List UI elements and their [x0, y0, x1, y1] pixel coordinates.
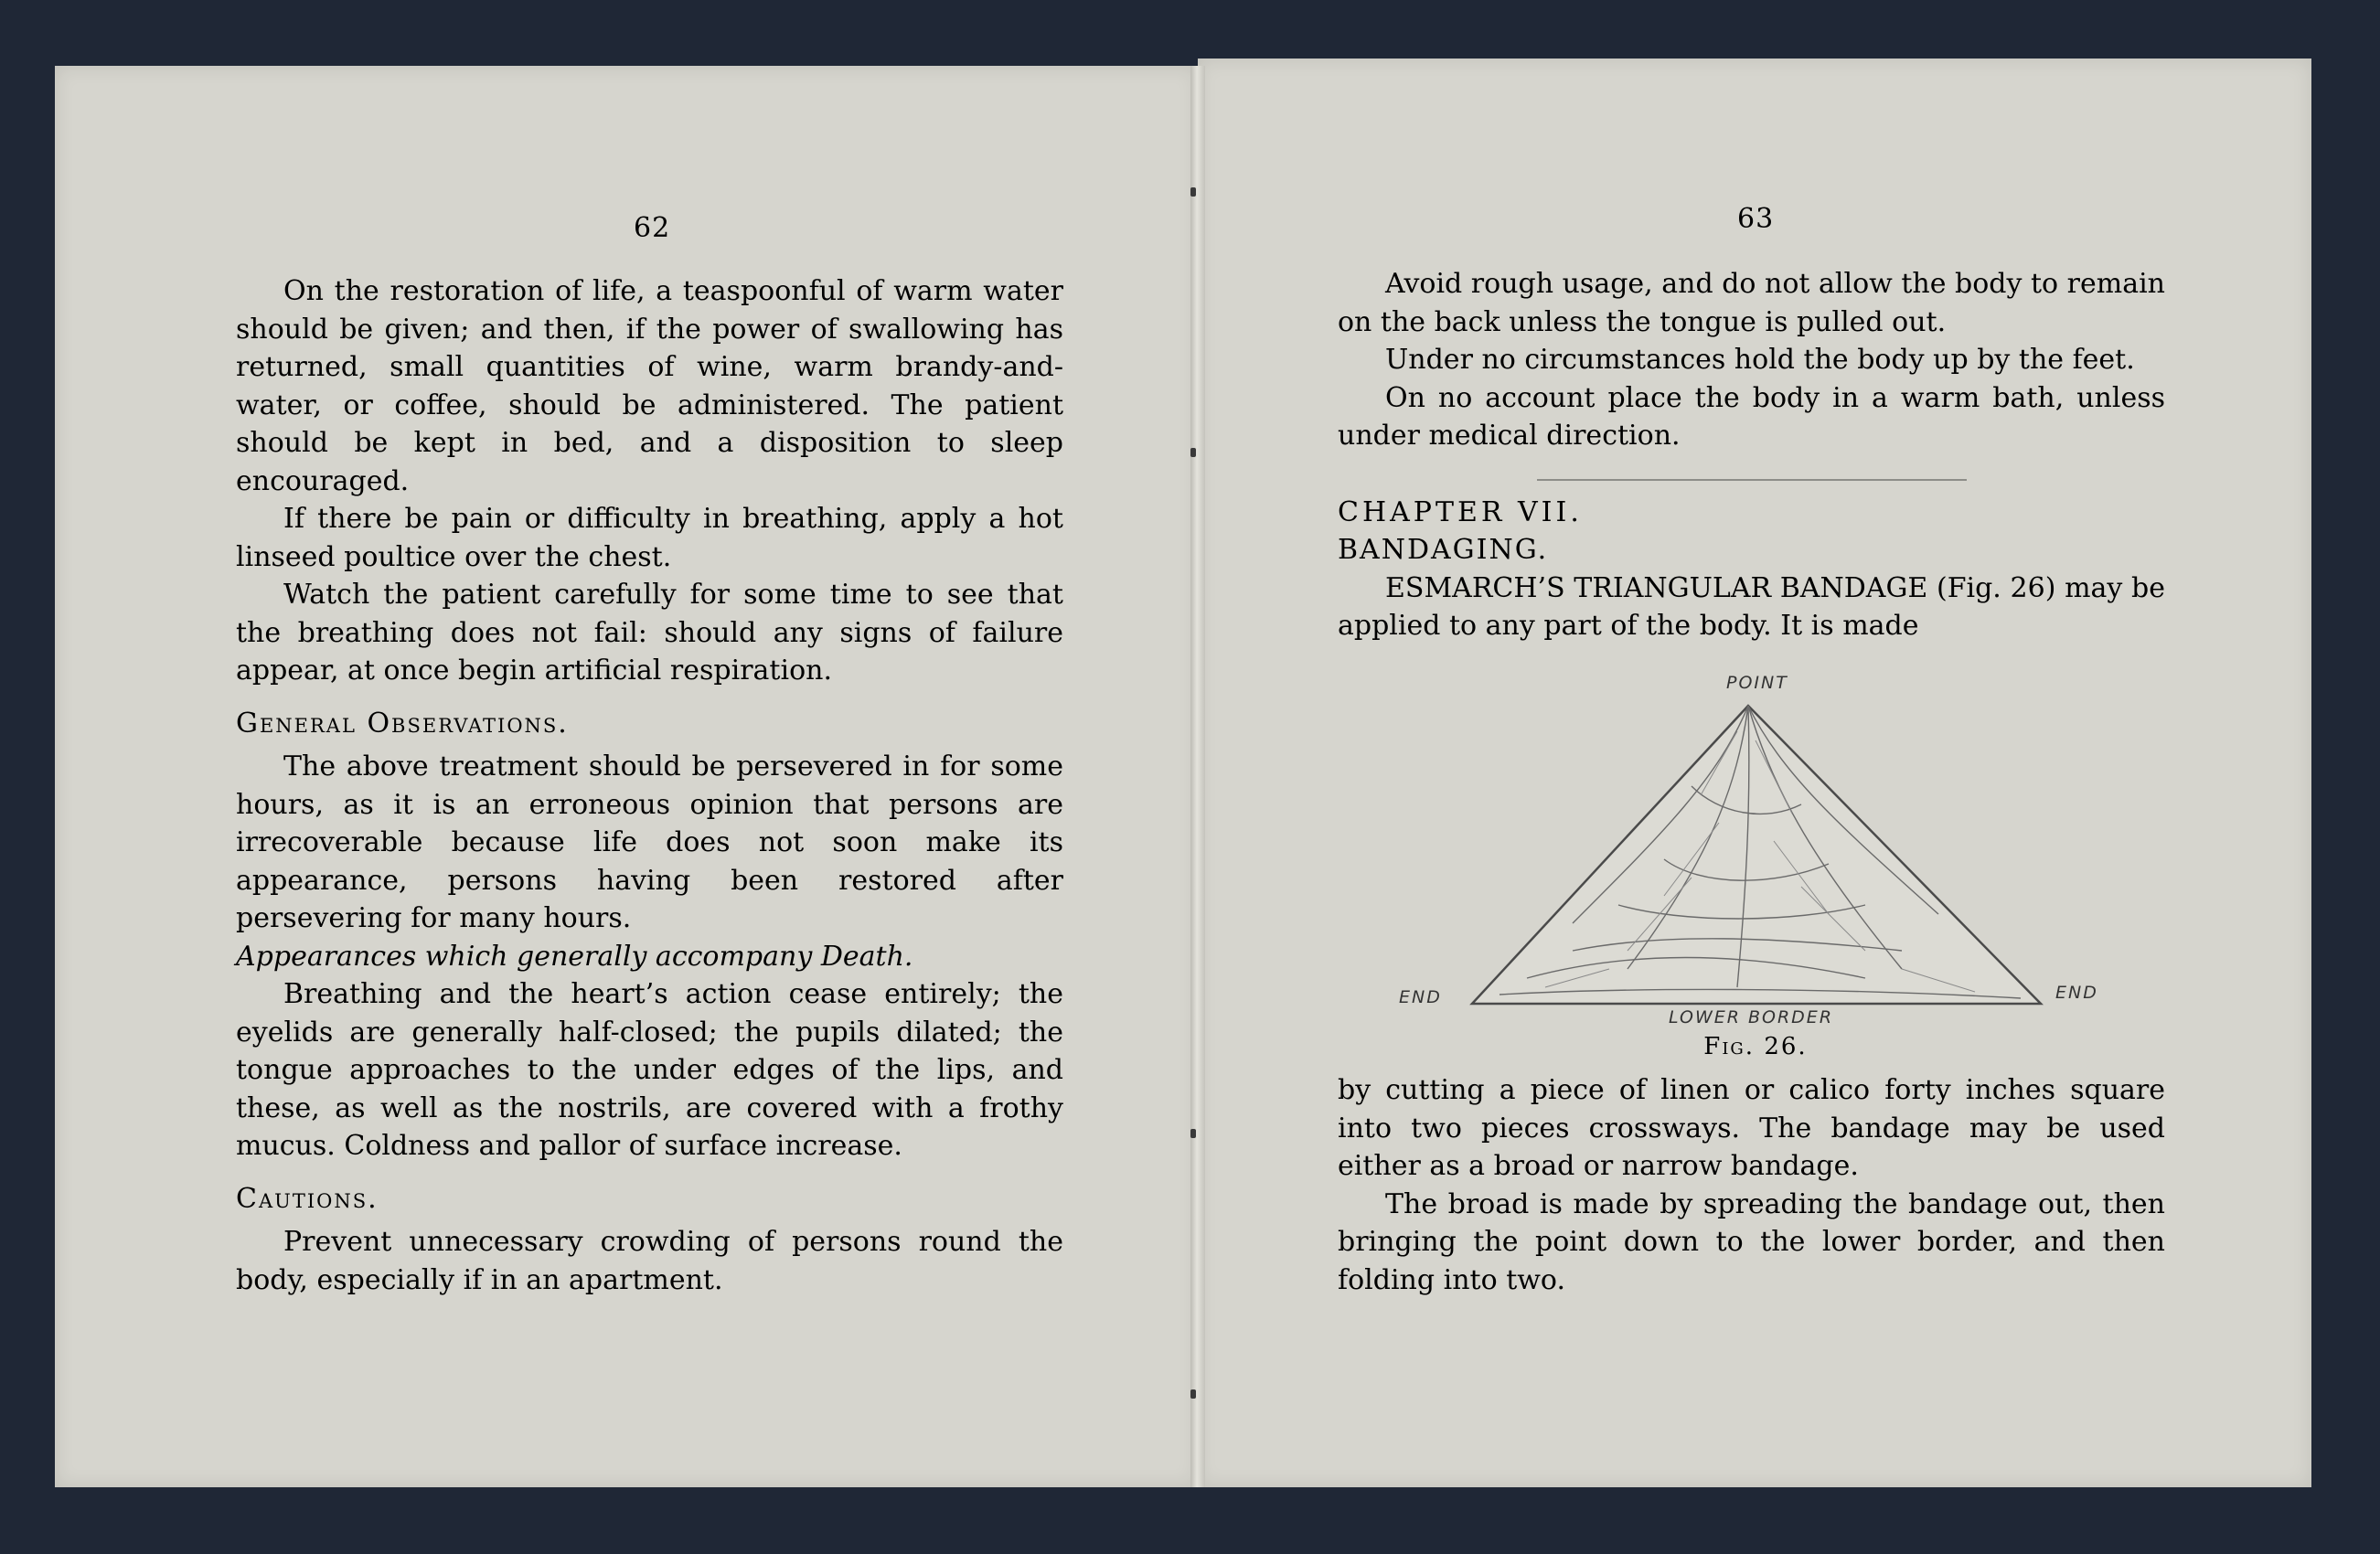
paragraph-cautions: Prevent unnecessary crowding of persons round the body, especially if in an apartment.	[236, 1226, 1063, 1296]
binding-stitch	[1190, 1129, 1196, 1138]
section-divider	[1537, 479, 1967, 481]
label-point: POINT	[1726, 673, 1788, 693]
paragraph-watch: Watch the patient carefully for some time to see that the breathing does not fail: should any signs of failure appear, at once begin artificial respiration.	[236, 579, 1063, 687]
paragraph-warm-bath: On no account place the body in a warm bath, unless under medical direction.	[1338, 381, 2165, 452]
paragraph-general-observations: The above treatment should be persevered in for some hours, as it is an erroneous opinion that persons are irrecoverable because life does not soon make its appearance, persons having been restored after persevering for many hours.	[236, 750, 1063, 934]
book-gutter	[1190, 66, 1205, 1487]
binding-stitch	[1190, 448, 1196, 457]
paragraph-esmarch: ESMARCH’S TRIANGULAR BANDAGE (Fig. 26) may be applied to any part of the body. It is made	[1338, 571, 2165, 642]
left-page-body	[236, 272, 1063, 1299]
chapter-subtitle: BANDAGING.	[1338, 534, 1549, 566]
paragraph-poultice: If there be pain or difficulty in breathing, apply a hot linseed poultice over the chest.	[236, 503, 1063, 573]
heading-general-observations: General Observations.	[236, 707, 569, 740]
chapter-title: CHAPTER VII.	[1338, 495, 1583, 528]
paragraph-restoration: On the restoration of life, a teaspoonful of warm water should be given; and then, if the power of swallowing has returned, small quantities of wine, warm brandy-and-water, or coffee, should be administered. The patient should be kept in bed, and a disposition to sleep encouraged.	[236, 275, 1063, 497]
binding-stitch	[1190, 187, 1196, 197]
paragraph-broad: The broad is made by spreading the bandage out, then bringing the point down to the lower border, and then folding into two.	[1338, 1187, 2165, 1296]
label-end-left: END	[1399, 987, 1442, 1007]
right-page-top	[1338, 265, 2165, 645]
triangular-bandage-figure	[1390, 673, 2121, 1019]
label-lower-border: LOWER BORDER	[1669, 1007, 1834, 1027]
paragraph-cutting: by cutting a piece of linen or calico forty inches square into two pieces crossways. The bandage may be used either as a broad or narrow bandage.	[1338, 1074, 2165, 1182]
triangle-bandage-illustration	[1390, 676, 2121, 1019]
heading-cautions: Cautions.	[236, 1182, 379, 1215]
left-page-number: 62	[634, 212, 671, 244]
figure-caption: Fig. 26.	[1703, 1033, 1808, 1060]
label-end-right: END	[2055, 983, 2098, 1003]
right-page-bottom	[1338, 1071, 2165, 1299]
paragraph-death: Breathing and the heart’s action cease entirely; the eyelids are generally half-closed; the pupils dilated; the tongue approaches to the under edges of the lips, and these, as well as the nostrils, are covered with a frothy mucus. Coldness and pallor of surface increase.	[236, 978, 1063, 1162]
paragraph-feet: Under no circumstances hold the body up by the feet.	[1385, 344, 2135, 376]
paragraph-rough-usage: Avoid rough usage, and do not allow the body to remain on the back unless the tongue is pulled out.	[1338, 268, 2165, 338]
right-page-number: 63	[1737, 203, 1775, 235]
heading-appearances-of-death: Appearances which generally accompany Death.	[236, 940, 913, 973]
binding-stitch	[1190, 1389, 1196, 1399]
